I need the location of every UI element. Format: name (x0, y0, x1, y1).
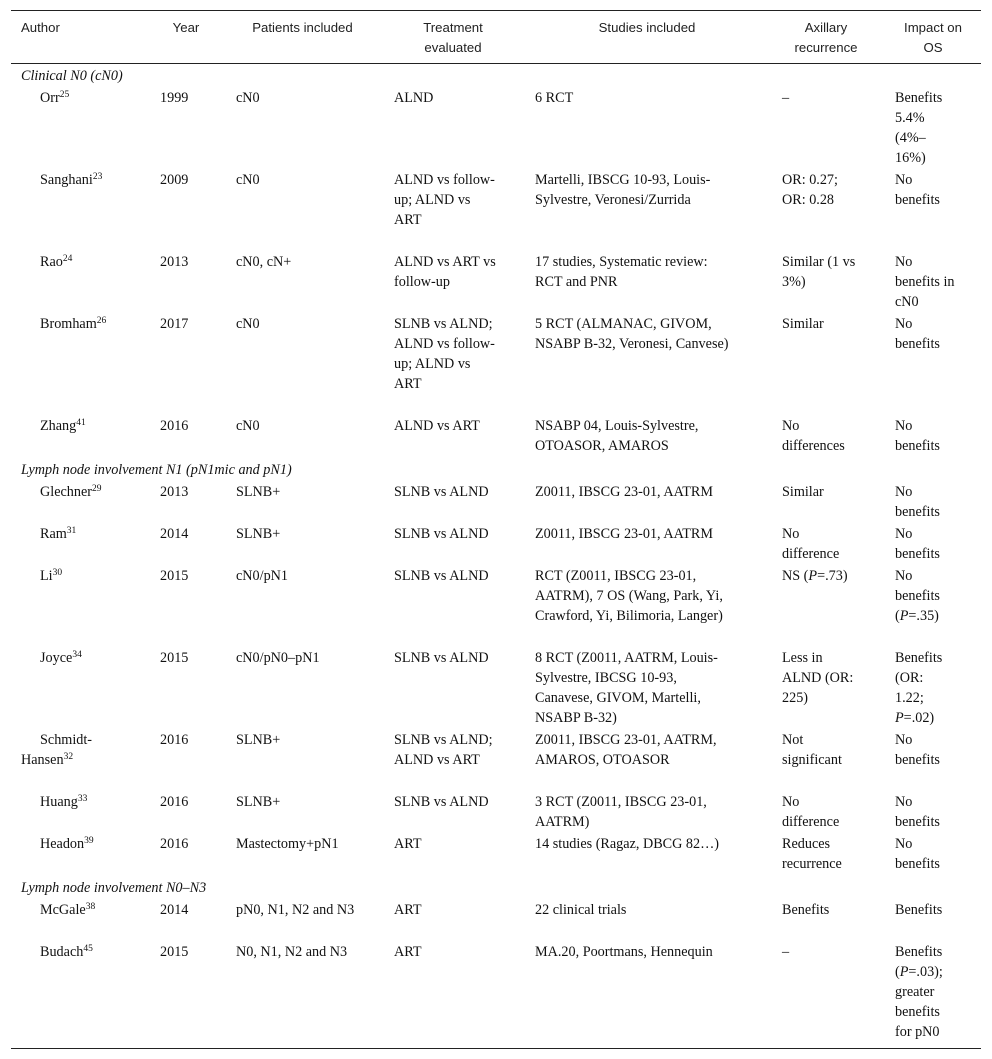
os-cell: No benefits (895, 484, 940, 520)
author-cell: Bromham$^{26}$ (40, 316, 107, 332)
axillary-cell: – (782, 90, 790, 106)
treatment-cell: SLNB vs ALND (394, 526, 489, 542)
axillary-cell: No difference (782, 794, 840, 830)
os-cell: No benefits (895, 732, 940, 768)
treatment-cell: SLNB vs ALND (394, 794, 489, 810)
os-cell: No benefits (895, 316, 940, 352)
studies-cell: 22 clinical trials (535, 902, 627, 918)
author-cell: Headon$^{39}$ (40, 836, 94, 852)
reference-number: 45 (83, 944, 93, 954)
studies-cell: 8 RCT (Z0011, AATRM, Louis-Sylvestre, IBCSG 10-93, Canavese, GIVOM, Martelli, NSABP B-32) (535, 650, 718, 726)
treatment-cell: ART (394, 836, 422, 852)
header-studies: Studies included (598, 20, 696, 35)
header-year: Year (172, 20, 200, 35)
author-cell: Budach$^{45}$ (40, 944, 93, 960)
reference-number: 29 (92, 484, 102, 494)
studies-cell: NSABP 04, Louis-Sylvestre, OTOASOR, AMAROS (535, 418, 699, 454)
author-cell: Joyce$^{34}$ (40, 650, 82, 666)
studies-cell: 6 RCT (535, 90, 574, 106)
year-cell: 2015 (160, 650, 189, 666)
studies-cell: 3 RCT (Z0011, IBSCG 23-01, AATRM) (535, 794, 707, 830)
axillary-cell: NS (P=.73) (782, 568, 848, 584)
treatment-cell: ALND vs ART (394, 418, 480, 434)
axillary-cell: OR: 0.27; OR: 0.28 (782, 172, 838, 208)
year-cell: 2016 (160, 836, 189, 852)
reference-number: 31 (66, 526, 77, 536)
patients-cell: SLNB+ (236, 794, 281, 810)
patients-cell: cN0 (236, 172, 260, 188)
os-cell: Benefits (P=.03); greater benefits for pN0 (895, 944, 943, 1040)
studies-cell: Z0011, IBSCG 23-01, AATRM (535, 484, 714, 500)
os-cell: No benefits (895, 526, 940, 562)
axillary-cell: Less in ALND (OR: 225) (782, 650, 854, 706)
author-cell: Zhang$^{41}$ (40, 418, 86, 434)
patients-cell: SLNB+ (236, 484, 281, 500)
patients-cell: Mastectomy+pN1 (236, 836, 339, 852)
treatment-cell: ART (394, 944, 422, 960)
author-cell: Glechner$^{29}$ (40, 484, 102, 500)
os-cell: Benefits (895, 902, 943, 918)
treatment-cell: SLNB vs ALND; ALND vs ART (394, 732, 493, 768)
axillary-cell: No differences (782, 418, 845, 454)
studies-cell: Martelli, IBSCG 10-93, Louis-Sylvestre, Veronesi/Zurrida (535, 172, 711, 208)
os-cell: Benefits 5.4% (4%–16%) (895, 90, 943, 166)
axillary-cell: Benefits (782, 902, 830, 918)
year-cell: 2014 (160, 902, 189, 918)
header-divider (11, 63, 981, 64)
year-cell: 1999 (160, 90, 189, 106)
treatment-cell: ALND vs ART vs follow-up (394, 254, 496, 290)
patients-cell: SLNB+ (236, 732, 281, 748)
studies-cell: MA.20, Poortmans, Hennequin (535, 944, 713, 960)
os-cell: No benefits (895, 836, 940, 872)
patients-cell: N0, N1, N2 and N3 (236, 944, 348, 960)
studies-cell: RCT (Z0011, IBSCG 23-01, AATRM), 7 OS (Wang, Park, Yi, Crawford, Yi, Bilimoria, Langer) (535, 568, 723, 624)
os-cell: No benefits in cN0 (895, 254, 955, 310)
treatment-cell: SLNB vs ALND (394, 484, 489, 500)
patients-cell: cN0, cN+ (236, 254, 292, 270)
axillary-cell: Similar (782, 316, 824, 332)
year-cell: 2015 (160, 944, 189, 960)
os-cell: No benefits (895, 418, 940, 454)
patients-cell: SLNB+ (236, 526, 281, 542)
treatment-cell: SLNB vs ALND (394, 650, 489, 666)
header-patients: Patients included (252, 20, 353, 35)
axillary-cell: Not significant (782, 732, 842, 768)
patients-cell: cN0 (236, 90, 260, 106)
treatment-cell: ART (394, 902, 422, 918)
studies-cell: 5 RCT (ALMANAC, GIVOM, NSABP B-32, Veronesi, Canvese) (535, 316, 729, 352)
reference-number: 41 (76, 418, 86, 428)
patients-cell: cN0/pN0–pN1 (236, 650, 320, 666)
os-cell: No benefits (895, 172, 940, 208)
reference-number: 32 (63, 752, 74, 762)
reference-number: 39 (84, 836, 94, 846)
author-cell: Orr$^{25}$ (40, 90, 70, 106)
axillary-cell: Reduces recurrence (782, 836, 842, 872)
axillary-cell: Similar (1 vs 3%) (782, 254, 856, 290)
results-table (11, 10, 981, 1049)
year-cell: 2016 (160, 418, 189, 434)
year-cell: 2013 (160, 254, 189, 270)
header-axillary: Axillary recurrence (794, 20, 858, 55)
reference-number: 23 (92, 172, 103, 182)
treatment-cell: SLNB vs ALND (394, 568, 489, 584)
author-cell: Li$^{30}$ (40, 568, 63, 584)
year-cell: 2013 (160, 484, 189, 500)
studies-cell: 17 studies, Systematic review: RCT and PNR (535, 254, 708, 290)
author-cell: Rao$^{24}$ (40, 254, 73, 270)
os-cell: Benefits (OR: 1.22; P=.02) (895, 650, 943, 726)
patients-cell: pN0, N1, N2 and N3 (236, 902, 355, 918)
header-author: Author (21, 20, 60, 35)
header-treatment: Treatment evaluated (423, 20, 483, 55)
section-title: Lymph node involvement N1 (pN1mic and pN1) (21, 462, 292, 478)
treatment-cell: SLNB vs ALND; ALND vs follow-up; ALND vs ART (394, 316, 495, 392)
os-cell: No benefits (895, 794, 940, 830)
year-cell: 2015 (160, 568, 189, 584)
os-cell: No benefits (P=.35) (895, 568, 940, 624)
reference-number: 38 (85, 902, 96, 912)
author-cell: Ram$^{31}$ (40, 526, 77, 542)
reference-number: 25 (59, 90, 70, 100)
studies-cell: Z0011, IBSCG 23-01, AATRM (535, 526, 714, 542)
studies-cell: 14 studies (Ragaz, DBCG 82…) (535, 836, 720, 852)
reference-number: 30 (52, 568, 63, 578)
axillary-cell: No difference (782, 526, 840, 562)
axillary-cell: – (782, 944, 790, 960)
treatment-cell: ALND (394, 90, 434, 106)
reference-number: 34 (72, 650, 82, 660)
section-title: Lymph node involvement N0–N3 (21, 880, 207, 896)
patients-cell: cN0 (236, 418, 260, 434)
studies-cell: Z0011, IBSCG 23-01, AATRM, AMAROS, OTOASOR (535, 732, 717, 768)
year-cell: 2016 (160, 794, 189, 810)
year-cell: 2014 (160, 526, 189, 542)
header-os: Impact on OS (904, 20, 962, 55)
treatment-cell: ALND vs follow-up; ALND vs ART (394, 172, 495, 228)
author-cell: Huang$^{33}$ (40, 794, 88, 810)
reference-number: 26 (96, 316, 107, 326)
reference-number: 33 (77, 794, 88, 804)
author-cell: McGale$^{38}$ (40, 902, 96, 918)
patients-cell: cN0 (236, 316, 260, 332)
patients-cell: cN0/pN1 (236, 568, 289, 584)
axillary-cell: Similar (782, 484, 824, 500)
section-title: Clinical N0 (cN0) (21, 68, 123, 84)
year-cell: 2016 (160, 732, 189, 748)
author-cell: Sanghani$^{23}$ (40, 172, 103, 188)
author-cell: Schmidt-Hansen$^{32}$ (21, 732, 93, 768)
year-cell: 2009 (160, 172, 189, 188)
reference-number: 24 (62, 254, 73, 264)
year-cell: 2017 (160, 316, 189, 332)
